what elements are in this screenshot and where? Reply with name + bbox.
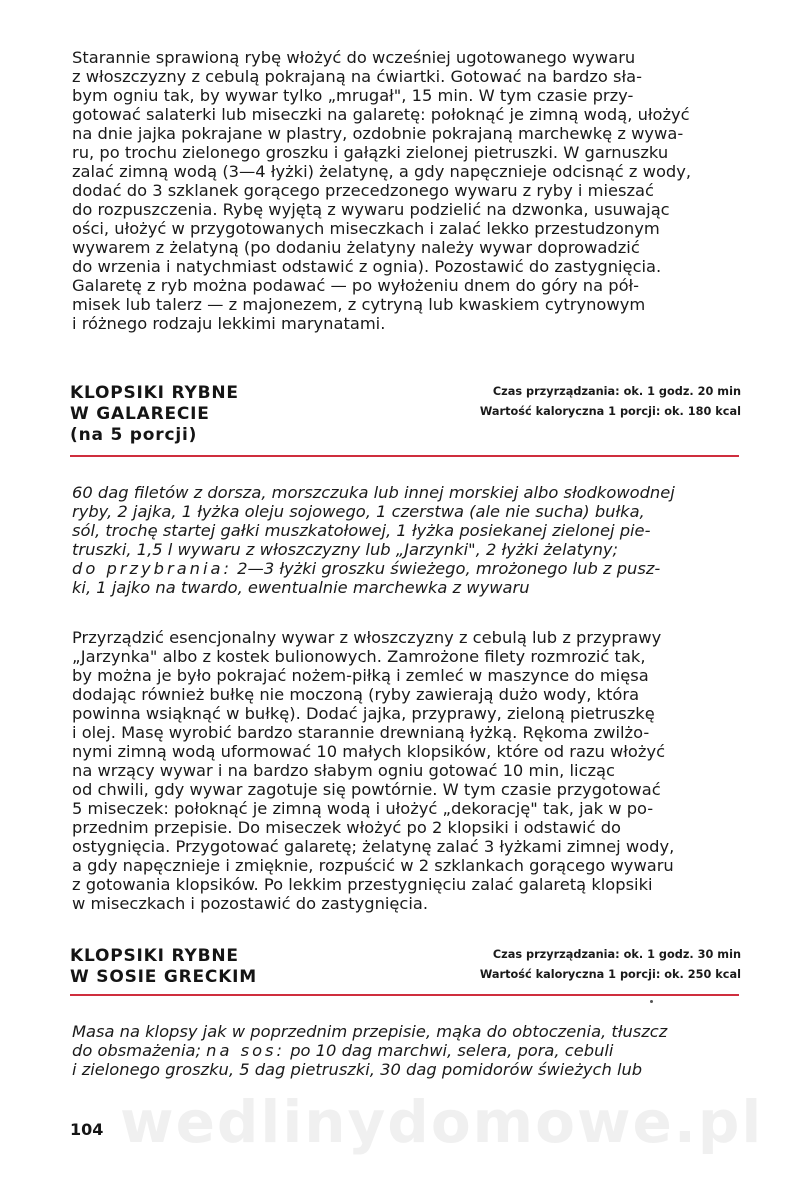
text-line: Starannie sprawioną rybę włożyć do wcześniej ugotowanego wywaru xyxy=(72,48,636,67)
text-line: dodać do 3 szklanek gorącego przecedzonego wywaru z ryby i mieszać xyxy=(72,181,654,200)
text-line: ryby, 2 jajka, 1 łyżka oleju sojowego, 1 czerstwa (ale nie sucha) bułka, xyxy=(72,502,645,521)
recipe-portions: (na 5 porcji) xyxy=(70,425,198,445)
text-line xyxy=(72,559,737,578)
text-line: by można je było pokrajać nożem-piłką i zemleć w maszynce do mięsa xyxy=(72,666,649,685)
text-line: bym ogniu tak, by wywar tylko „mrugał", 15 min. W tym czasie przy- xyxy=(72,86,634,105)
print-speck xyxy=(650,1000,653,1003)
prep-time: Czas przyrządzania: ok. 1 godz. 20 min xyxy=(492,385,741,398)
text-line: do wrzenia i natychmiast odstawić z ognia). Pozostawić do zastygnięcia. xyxy=(72,257,662,276)
text-line: w miseczkach i pozostawić do zastygnięcia. xyxy=(72,894,429,913)
text-line: ostygnięcia. Przygotować galaretę; żelatynę zalać 3 łyżkami zimnej wody, xyxy=(72,837,675,856)
recipe-title xyxy=(70,946,257,988)
text-line: na wrzący wywar i na bardzo słabym ogniu gotować 10 min, licząc xyxy=(72,761,615,780)
text-line: truszki, 1,5 l wywaru z włoszczyzny lub „Jarzynki", 2 łyżki żelatyny; xyxy=(72,540,619,559)
intro-paragraph xyxy=(72,48,737,333)
text-line: z gotowania klopsików. Po lekkim przestygnięciu zalać galaretą klopsiki xyxy=(72,875,653,894)
text-line: Galaretę z ryb można podawać — po wyłożeniu dnem do góry na pół- xyxy=(72,276,640,295)
text-line: powinna wsiąknąć w bułkę). Dodać jajka, przyprawy, zieloną pietruszkę xyxy=(72,704,655,723)
text-line: do rozpuszczenia. Rybę wyjętą z wywaru podzielić na dzwonka, usuwając xyxy=(72,200,670,219)
sauce-label: na sos: xyxy=(206,1041,286,1060)
calorie-value: Wartość kaloryczna 1 porcji: ok. 250 kcal xyxy=(479,968,741,981)
text-line: 5 miseczek: połoknąć je zimną wodą i ułożyć „dekorację" tak, jak w po- xyxy=(72,799,654,818)
ingredients-list xyxy=(72,483,737,597)
garnish-text: 2—3 łyżki groszku świeżego, mrożonego lub z pusz- xyxy=(232,559,661,578)
text-line: od chwili, gdy wywar zagotuje się powtórnie. W tym czasie przygotować xyxy=(72,780,661,799)
text-line: wywarem z żelatyną (po dodaniu żelatyny należy wywar doprowadzić xyxy=(72,238,640,257)
recipe-title-line: KLOPSIKI RYBNE xyxy=(70,946,239,966)
ingredients-list xyxy=(72,1022,737,1079)
text-line: ości, ułożyć w przygotowanych miseczkach i zalać lekko przestudzonym xyxy=(72,219,660,238)
text-fragment: do obsmażenia; xyxy=(72,1041,207,1060)
section-divider xyxy=(70,455,739,457)
text-line: Przyrządzić esencjonalny wywar z włoszczyzny z cebulą lub z przyprawy xyxy=(72,628,662,647)
text-line: sól, trochę startej gałki muszkatołowej, 1 łyżka posiekanej zielonej pie- xyxy=(72,521,651,540)
calorie-value: Wartość kaloryczna 1 porcji: ok. 180 kcal xyxy=(479,405,741,418)
garnish-label: do przybrania: xyxy=(72,559,232,578)
recipe-meta xyxy=(480,382,741,422)
text-line: i olej. Masę wyrobić bardzo starannie drewnianą łyżką. Rękoma zwilżo- xyxy=(72,723,650,742)
method-paragraph xyxy=(72,628,737,913)
text-line: ki, 1 jajko na twardo, ewentualnie marchewka z wywaru xyxy=(72,578,530,597)
text-line: 60 dag filetów z dorsza, morszczuka lub innej morskiej albo słodkowodnej xyxy=(72,483,675,502)
watermark: wedlinydomowe.pl xyxy=(120,1088,764,1156)
text-line: z włoszczyzny z cebulą pokrajaną na ćwiartki. Gotować na bardzo sła- xyxy=(72,67,642,86)
recipe-title-line: W GALARECIE xyxy=(70,404,210,424)
text-line: i zielonego groszku, 5 dag pietruszki, 30 dag pomidorów świeżych lub xyxy=(72,1060,643,1079)
section-divider xyxy=(70,994,739,996)
text-line: i różnego rodzaju lekkimi marynatami. xyxy=(72,314,386,333)
recipe-title-line: W SOSIE GRECKIM xyxy=(70,967,258,987)
prep-time: Czas przyrządzania: ok. 1 godz. 30 min xyxy=(492,948,741,961)
text-line: przednim przepisie. Do miseczek włożyć po 2 klopsiki i odstawić do xyxy=(72,818,621,837)
text-line xyxy=(72,1041,737,1060)
page-number: 104 xyxy=(70,1120,104,1139)
recipe-title xyxy=(70,383,239,446)
text-line: „Jarzynka" albo z kostek bulionowych. Zamrożone filety rozmrozić tak, xyxy=(72,647,646,666)
text-line: misek lub talerz — z majonezem, z cytryną lub kwaskiem cytrynowym xyxy=(72,295,646,314)
text-line: dodając również bułkę nie moczoną (ryby zawierają dużo wody, która xyxy=(72,685,640,704)
text-line: na dnie jajka pokrajane w plastry, ozdobnie pokrajaną marchewkę z wywa- xyxy=(72,124,684,143)
text-line: ru, po trochu zielonego groszku i gałązki zielonej pietruszki. W garnuszku xyxy=(72,143,669,162)
text-line: nymi zimną wodą uformować 10 małych klopsików, które od razu włożyć xyxy=(72,742,666,761)
text-line: zalać zimną wodą (3—4 łyżki) żelatynę, a gdy napęcznieje odcisnąć z wody, xyxy=(72,162,692,181)
text-line: gotować salaterki lub miseczki na galaretę: połoknąć je zimną wodą, ułożyć xyxy=(72,105,690,124)
text-fragment: po 10 dag marchwi, selera, pora, cebuli xyxy=(285,1041,614,1060)
text-line: Masa na klopsy jak w poprzednim przepisie, mąka do obtoczenia, tłuszcz xyxy=(72,1022,668,1041)
recipe-meta xyxy=(480,945,741,985)
recipe-title-line: KLOPSIKI RYBNE xyxy=(70,383,239,403)
text-line: a gdy napęcznieje i zmięknie, rozpuścić w 2 szklankach gorącego wywaru xyxy=(72,856,674,875)
